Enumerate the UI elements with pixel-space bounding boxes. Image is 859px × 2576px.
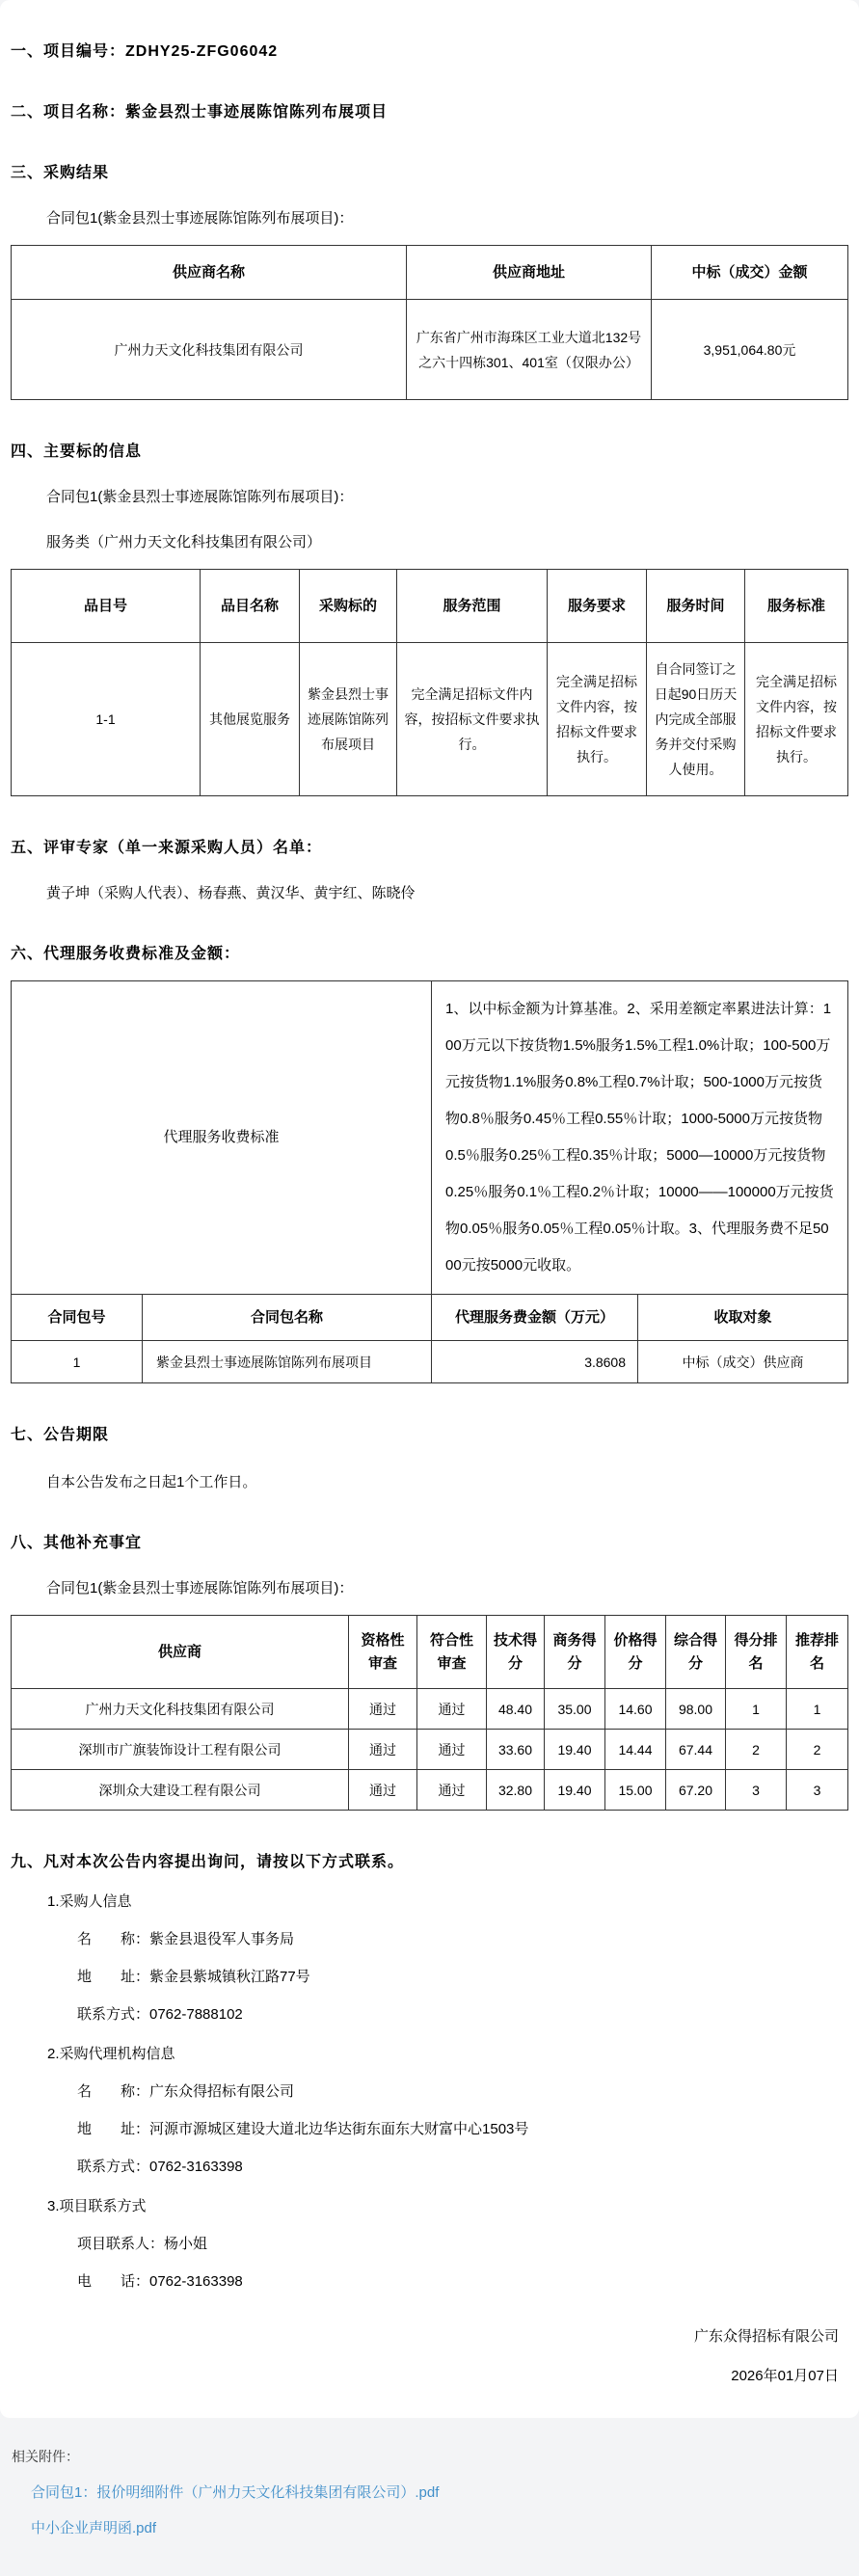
- supplier-name-cell: 广州力天文化科技集团有限公司: [12, 300, 407, 400]
- table-header-row: [12, 570, 848, 643]
- service-time-cell: 自合同签订之日起90日历天内完成全部服务并交付采购人使用。: [647, 643, 745, 796]
- buyer-info-block: [11, 1891, 848, 2024]
- signature-date: 2026年01月07日: [731, 2368, 839, 2384]
- col-item-name: 品目名称: [201, 570, 300, 643]
- table-row: [12, 300, 848, 400]
- fee-payer-cell: 中标（成交）供应商: [638, 1341, 848, 1383]
- price-score-cell: 14.44: [605, 1730, 666, 1770]
- business-score-cell: 19.40: [545, 1770, 605, 1811]
- section-subject-info-title: 四、主要标的信息: [11, 443, 143, 460]
- col-fee-amount: 代理服务费金额（万元）: [432, 1295, 638, 1341]
- award-amount-cell: 3,951,064.80元: [652, 300, 848, 400]
- table-row: [12, 1730, 848, 1770]
- package-name-cell: 紫金县烈士事迹展陈馆陈列布展项目: [143, 1341, 432, 1383]
- col-procurement-subject: 采购标的: [300, 570, 397, 643]
- signature-company: 广东众得招标有限公司: [693, 2328, 839, 2345]
- recommend-rank-cell: 2: [787, 1730, 848, 1770]
- agency-info-block: [11, 2043, 848, 2176]
- section-project-number: 一、项目编号：ZDHY25-ZFG06042: [11, 43, 279, 60]
- total-score-cell: 67.20: [666, 1770, 726, 1811]
- section-announcement-period-title: 七、公告期限: [11, 1427, 110, 1443]
- supplier-address-cell: 广东省广州市海珠区工业大道北132号之六十四栋301、401室（仅限办公）: [407, 300, 652, 400]
- supplier-cell: 深圳市广旗装饰设计工程有限公司: [12, 1730, 349, 1770]
- section-experts-title: 五、评审专家（单一来源采购人员）名单：: [11, 840, 323, 856]
- fee-standard-text: 1、以中标金额为计算基准。2、采用差额定率累进法计算：100万元以下按货物1.5%服务1.5%工程1.0%计取；100-500万元按货物1.1%服务0.8%工程0.7%计取；500-1000万元按货物0.8％服务0.45％工程0.55％计取；1000-5000万元按货物0.5％服务0.25％工程0.35％计取；5000—10000万元按货物0.25％服务0.1％工程0.2％计取；10000——100000万元按货物0.05％服务0.05％工程0.05％计取。3、代理服务费不足5000元按5000元收取。: [432, 981, 848, 1295]
- col-service-time: 服务时间: [647, 570, 745, 643]
- subject-package-label: 合同包1(紫金县烈士事迹展陈馆陈列布展项目)：: [46, 489, 354, 505]
- conformity-cell: 通过: [417, 1730, 487, 1770]
- attachments-section: [0, 2418, 859, 2576]
- supplier-cell: 广州力天文化科技集团有限公司: [12, 1689, 349, 1730]
- recommend-rank-cell: 3: [787, 1770, 848, 1811]
- procurement-subject-cell: 紫金县烈士事迹展陈馆陈列布展项目: [300, 643, 397, 796]
- project-contact-person: 项目联系人：杨小姐: [77, 2236, 208, 2252]
- col-conformity-review: 符合性审查: [417, 1616, 487, 1689]
- col-fee-payer: 收取对象: [638, 1295, 848, 1341]
- score-rank-cell: 3: [726, 1770, 787, 1811]
- business-score-cell: 19.40: [545, 1730, 605, 1770]
- col-supplier: 供应商: [12, 1616, 349, 1689]
- fee-standard-row: [12, 981, 848, 1295]
- agency-address: 地 址：河源市源城区建设大道北边华达街东面东大财富中心1503号: [77, 2121, 529, 2137]
- col-supplier-address: 供应商地址: [407, 246, 652, 300]
- total-score-cell: 98.00: [666, 1689, 726, 1730]
- technical-score-cell: 33.60: [487, 1730, 545, 1770]
- table-row: [12, 643, 848, 796]
- technical-score-cell: 32.80: [487, 1770, 545, 1811]
- attachment-link-sme-declaration[interactable]: 中小企业声明函.pdf: [31, 2520, 157, 2536]
- package-no-cell: 1: [12, 1341, 143, 1383]
- col-item-no: 品目号: [12, 570, 201, 643]
- col-award-amount: 中标（成交）金额: [652, 246, 848, 300]
- section-procurement-result-title: 三、采购结果: [11, 165, 110, 181]
- project-contact-heading: 3.项目联系方式: [47, 2198, 147, 2214]
- buyer-contact: 联系方式：0762-7888102: [77, 2006, 243, 2023]
- buyer-info-heading: 1.采购人信息: [47, 1893, 132, 1910]
- col-service-requirement: 服务要求: [548, 570, 647, 643]
- result-package-label: 合同包1(紫金县烈士事迹展陈馆陈列布展项目)：: [46, 210, 354, 227]
- score-table: [11, 1615, 848, 1811]
- col-qualification-review: 资格性审查: [349, 1616, 417, 1689]
- announcement-period-text: 自本公告发布之日起1个工作日。: [46, 1474, 257, 1490]
- col-score-rank: 得分排名: [726, 1616, 787, 1689]
- buyer-address: 地 址：紫金县紫城镇秋江路77号: [77, 1969, 310, 1985]
- signature-block: [11, 2325, 839, 2385]
- business-score-cell: 35.00: [545, 1689, 605, 1730]
- col-service-standard: 服务标准: [745, 570, 848, 643]
- attachment-link-quote-detail[interactable]: 合同包1：报价明细附件（广州力天文化科技集团有限公司）.pdf: [31, 2484, 440, 2501]
- service-requirement-cell: 完全满足招标文件内容，按招标文件要求执行。: [548, 643, 647, 796]
- price-score-cell: 15.00: [605, 1770, 666, 1811]
- section-other-matters-title: 八、其他补充事宜: [11, 1535, 143, 1551]
- col-supplier-name: 供应商名称: [12, 246, 407, 300]
- service-standard-cell: 完全满足招标文件内容，按招标文件要求执行。: [745, 643, 848, 796]
- item-name-cell: 其他展览服务: [201, 643, 300, 796]
- section-project-name: 二、项目名称：紫金县烈士事迹展陈馆陈列布展项目: [11, 104, 389, 121]
- qualification-cell: 通过: [349, 1770, 417, 1811]
- qualification-cell: 通过: [349, 1730, 417, 1770]
- fee-amount-cell: 3.8608: [432, 1341, 638, 1383]
- table-header-row: [12, 1295, 848, 1341]
- col-price-score: 价格得分: [605, 1616, 666, 1689]
- subject-category-label: 服务类（广州力天文化科技集团有限公司）: [46, 534, 322, 550]
- agency-info-heading: 2.采购代理机构信息: [47, 2046, 175, 2062]
- table-row: [12, 1341, 848, 1383]
- buyer-name: 名 称：紫金县退役军人事务局: [77, 1931, 295, 1947]
- other-matters-package-label: 合同包1(紫金县烈士事迹展陈馆陈列布展项目)：: [46, 1580, 354, 1597]
- col-package-name: 合同包名称: [143, 1295, 432, 1341]
- col-technical-score: 技术得分: [487, 1616, 545, 1689]
- table-row: [12, 1770, 848, 1811]
- table-header-row: [12, 246, 848, 300]
- agency-fee-table: [11, 980, 848, 1383]
- supplier-cell: 深圳众大建设工程有限公司: [12, 1770, 349, 1811]
- agency-name: 名 称：广东众得招标有限公司: [77, 2083, 295, 2100]
- conformity-cell: 通过: [417, 1770, 487, 1811]
- fee-standard-label: 代理服务收费标准: [12, 981, 432, 1295]
- subject-info-table: [11, 569, 848, 796]
- service-scope-cell: 完全满足招标文件内容，按招标文件要求执行。: [397, 643, 548, 796]
- technical-score-cell: 48.40: [487, 1689, 545, 1730]
- conformity-cell: 通过: [417, 1689, 487, 1730]
- col-package-no: 合同包号: [12, 1295, 143, 1341]
- col-total-score: 综合得分: [666, 1616, 726, 1689]
- project-contact-block: [11, 2195, 848, 2291]
- agency-contact: 联系方式：0762-3163398: [77, 2159, 243, 2175]
- experts-names: 黄子坤（采购人代表）、杨春燕、黄汉华、黄宇红、陈晓伶: [46, 885, 416, 901]
- col-recommend-rank: 推荐排名: [787, 1616, 848, 1689]
- qualification-cell: 通过: [349, 1689, 417, 1730]
- col-service-scope: 服务范围: [397, 570, 548, 643]
- item-no-cell: 1-1: [12, 643, 201, 796]
- total-score-cell: 67.44: [666, 1730, 726, 1770]
- score-rank-cell: 1: [726, 1689, 787, 1730]
- attachments-label: 相关附件：: [12, 2449, 79, 2464]
- supplier-result-table: [11, 245, 848, 400]
- table-row: [12, 1689, 848, 1730]
- col-business-score: 商务得分: [545, 1616, 605, 1689]
- table-header-row: [12, 1616, 848, 1689]
- project-contact-phone: 电 话：0762-3163398: [77, 2273, 243, 2290]
- score-rank-cell: 2: [726, 1730, 787, 1770]
- section-contact-title: 九、凡对本次公告内容提出询问，请按以下方式联系。: [11, 1854, 405, 1870]
- recommend-rank-cell: 1: [787, 1689, 848, 1730]
- section-agency-fee-title: 六、代理服务收费标准及金额：: [11, 946, 241, 962]
- price-score-cell: 14.60: [605, 1689, 666, 1730]
